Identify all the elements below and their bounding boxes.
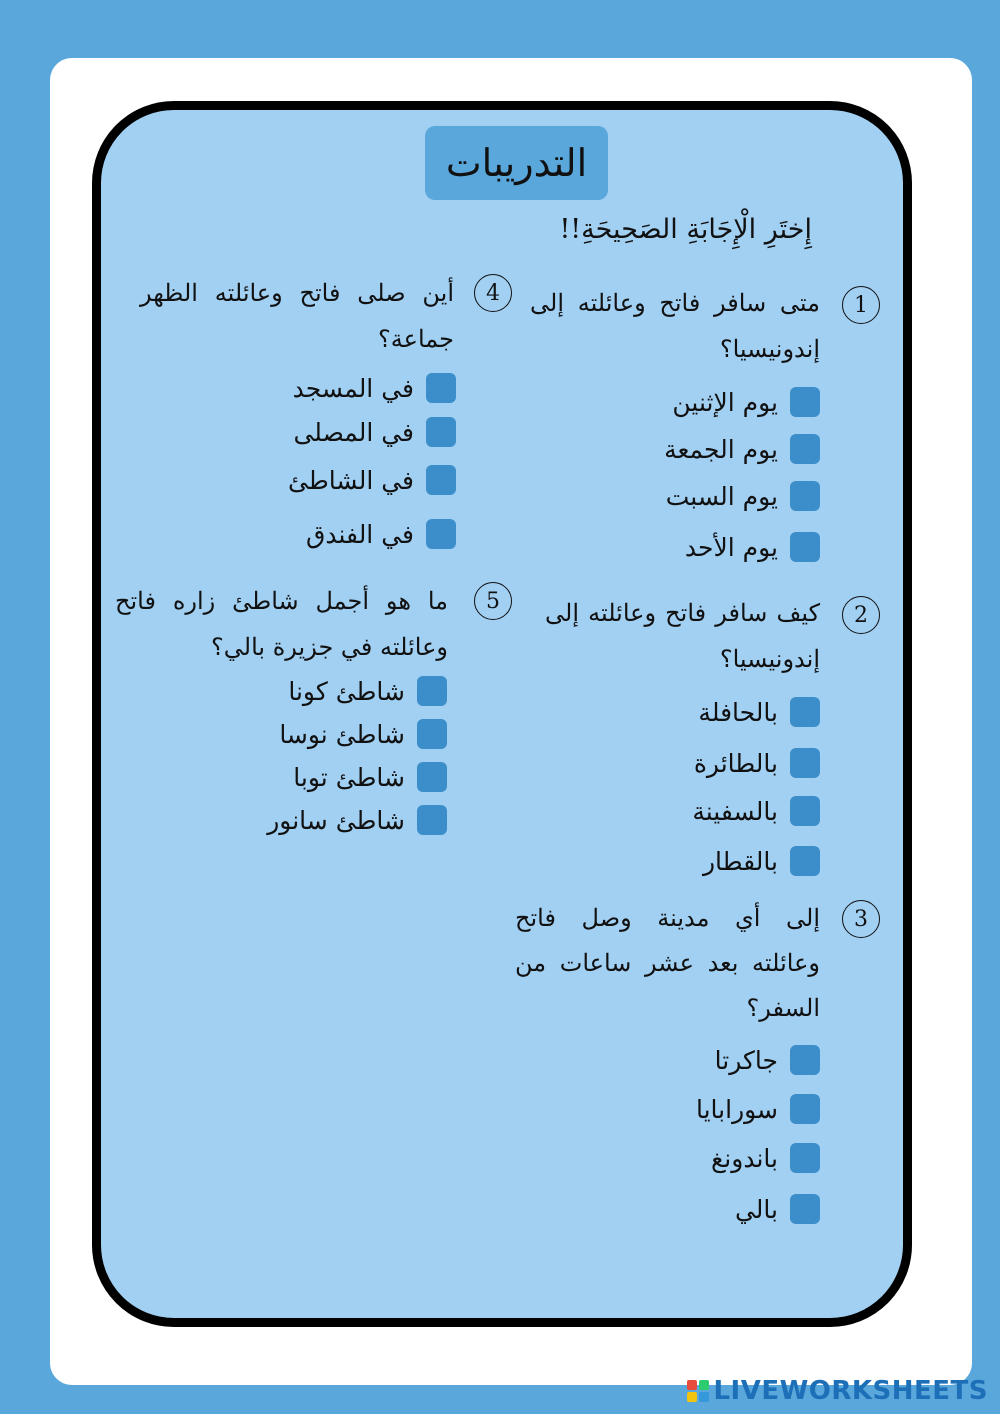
- answer-checkbox[interactable]: [426, 465, 456, 495]
- question-text-2: كيف سافر فاتح وعائلته إلى إندونيسيا؟: [545, 599, 820, 673]
- liveworksheets-logo-icon: [687, 1380, 709, 1402]
- answer-checkbox[interactable]: [417, 676, 447, 706]
- question-2-option-3: [692, 796, 820, 826]
- question-2-option-2: [694, 748, 820, 778]
- option-label: في المصلى: [293, 417, 414, 447]
- answer-checkbox[interactable]: [790, 1094, 820, 1124]
- question-4-option-4: [306, 519, 456, 549]
- option-label: يوم الجمعة: [664, 434, 778, 464]
- question-3-option-2: [696, 1094, 820, 1124]
- answer-checkbox[interactable]: [426, 417, 456, 447]
- question-5-option-2: [279, 719, 447, 749]
- option-label: بالسفينة: [692, 796, 778, 826]
- option-label: بالحافلة: [698, 697, 778, 727]
- question-2-option-4: [703, 846, 820, 876]
- question-text-3: إلى أي مدينة وصل فاتح وعائلته بعد عشر ساعات من السفر؟: [515, 904, 820, 1022]
- option-label: يوم الأحد: [684, 532, 778, 562]
- answer-checkbox[interactable]: [790, 748, 820, 778]
- option-label: جاكرتا: [714, 1045, 778, 1075]
- answer-checkbox[interactable]: [790, 1045, 820, 1075]
- question-3-option-1: [715, 1045, 820, 1075]
- question-3: [515, 896, 880, 1031]
- option-label: شاطئ توبا: [293, 762, 405, 792]
- option-label: شاطئ كونا: [288, 676, 405, 706]
- liveworksheets-logo[interactable]: [687, 1376, 988, 1406]
- option-label: شاطئ نوسا: [279, 719, 405, 749]
- answer-checkbox[interactable]: [790, 796, 820, 826]
- option-label: في الفندق: [305, 519, 414, 549]
- answer-checkbox[interactable]: [790, 481, 820, 511]
- question-5: [115, 578, 512, 670]
- worksheet-title: التدريبات: [425, 126, 608, 200]
- question-number-4: 4: [474, 274, 512, 312]
- answer-checkbox[interactable]: [790, 846, 820, 876]
- answer-checkbox[interactable]: [790, 1143, 820, 1173]
- question-1-option-3: [666, 481, 820, 511]
- option-label: بالي: [734, 1194, 778, 1224]
- answer-checkbox[interactable]: [790, 434, 820, 464]
- question-number-5: 5: [474, 582, 512, 620]
- question-3-option-3: [711, 1143, 820, 1173]
- question-1-option-4: [685, 532, 820, 562]
- instruction-text: إِختَرِ الْإِجَابَةِ الصَحِيحَةِ!!: [559, 214, 812, 245]
- question-4: [140, 270, 512, 362]
- question-5-option-4: [267, 805, 447, 835]
- option-label: شاطئ سانور: [267, 805, 405, 835]
- question-1-option-2: [664, 434, 820, 464]
- answer-checkbox[interactable]: [790, 387, 820, 417]
- answer-checkbox[interactable]: [426, 519, 456, 549]
- option-label: بالطائرة: [693, 748, 778, 778]
- question-text-1: متى سافر فاتح وعائلته إلى إندونيسيا؟: [530, 289, 820, 363]
- question-1: [530, 280, 880, 372]
- question-number-2: 2: [842, 596, 880, 634]
- question-text-5: ما هو أجمل شاطئ زاره فاتح وعائلته في جزيرة بالي؟: [115, 587, 448, 661]
- answer-checkbox[interactable]: [417, 805, 447, 835]
- option-label: بالقطار: [702, 846, 778, 876]
- answer-checkbox[interactable]: [790, 532, 820, 562]
- option-label: يوم الإثنين: [672, 387, 778, 417]
- question-4-option-3: [288, 465, 456, 495]
- option-label: في المسجد: [292, 373, 414, 403]
- answer-checkbox[interactable]: [426, 373, 456, 403]
- question-1-option-1: [672, 387, 820, 417]
- answer-checkbox[interactable]: [790, 697, 820, 727]
- question-5-option-3: [293, 762, 447, 792]
- question-text-4: أين صلى فاتح وعائلته الظهر جماعة؟: [140, 279, 454, 353]
- question-4-option-2: [293, 417, 456, 447]
- option-label: باندونغ: [711, 1143, 778, 1173]
- question-3-option-4: [735, 1194, 820, 1224]
- option-label: يوم السبت: [665, 481, 778, 511]
- question-2-option-1: [698, 697, 820, 727]
- option-label: سورابايا: [695, 1094, 778, 1124]
- question-4-option-1: [293, 373, 456, 403]
- option-label: في الشاطئ: [288, 465, 414, 495]
- question-number-3: 3: [842, 900, 880, 938]
- question-2: [545, 590, 880, 682]
- answer-checkbox[interactable]: [790, 1194, 820, 1224]
- question-5-option-1: [288, 676, 447, 706]
- answer-checkbox[interactable]: [417, 719, 447, 749]
- brand-name: LIVEWORKSHEETS: [713, 1376, 988, 1406]
- answer-checkbox[interactable]: [417, 762, 447, 792]
- question-number-1: 1: [842, 286, 880, 324]
